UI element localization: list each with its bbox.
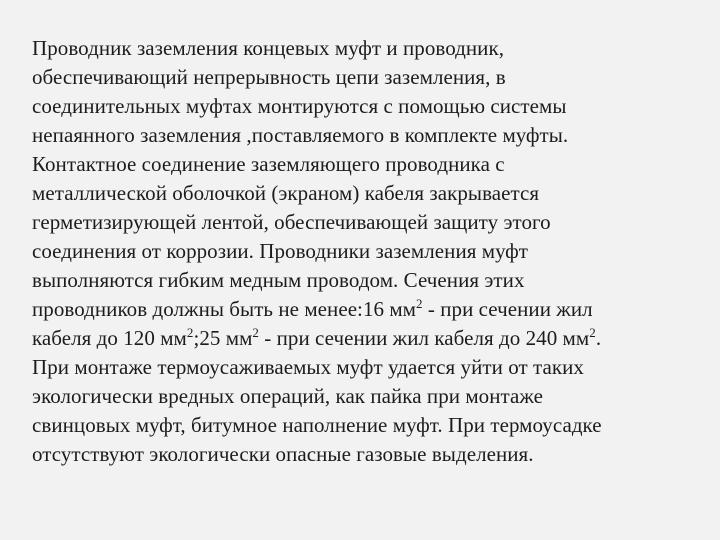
text-segment: При монтаже термоусаживаемых муфт удается уйти от таких	[32, 355, 584, 379]
text-segment: Контактное соединение заземляющего проводника с	[32, 152, 505, 176]
text-line	[32, 208, 692, 237]
text-segment: обеспечивающий непрерывность цепи заземления, в	[32, 65, 506, 89]
text-line	[32, 295, 692, 324]
text-line	[32, 121, 692, 150]
text-line	[32, 382, 692, 411]
superscript: 2	[589, 325, 596, 340]
text-segment: кабеля до 120 мм	[32, 326, 187, 350]
superscript: 2	[252, 325, 259, 340]
body-text	[32, 34, 692, 469]
text-segment: металлической оболочкой (экраном) кабеля закрывается	[32, 181, 540, 205]
text-line	[32, 411, 692, 440]
text-segment: соединительных муфтах монтируются с помощью системы	[32, 94, 567, 118]
text-segment: отсутствуют экологически опасные газовые выделения.	[32, 442, 534, 466]
text-segment: ;25 мм	[193, 326, 253, 350]
text-segment: проводников должны быть не менее:16 мм	[32, 297, 417, 321]
text-line	[32, 92, 692, 121]
text-line	[32, 179, 692, 208]
text-segment: экологически вредных операций, как пайка при монтаже	[32, 384, 544, 408]
text-line	[32, 440, 692, 469]
text-line	[32, 353, 692, 382]
text-line	[32, 150, 692, 179]
text-line	[32, 324, 692, 353]
text-line	[32, 237, 692, 266]
text-segment: свинцовых муфт, битумное наполнение муфт. При термоусадке	[32, 413, 602, 437]
superscript: 2	[186, 325, 194, 340]
text-segment: выполняются гибким медным проводом. Сечения этих	[32, 268, 525, 292]
text-segment: соединения от коррозии. Проводники заземления муфт	[32, 239, 528, 263]
text-segment: непаянного заземления ,поставляемого в комплекте муфты.	[32, 123, 569, 147]
text-segment: - при сечении жил	[422, 297, 593, 321]
text-segment: герметизирующей лентой, обеспечивающей защиту этого	[32, 210, 551, 234]
text-line	[32, 63, 692, 92]
text-line	[32, 34, 692, 63]
text-line	[32, 266, 692, 295]
superscript: 2	[416, 296, 423, 311]
text-segment: .	[595, 326, 602, 350]
text-segment: Проводник заземления концевых муфт и проводник,	[32, 36, 505, 60]
text-segment: - при сечении жил кабеля до 240 мм	[258, 326, 590, 350]
